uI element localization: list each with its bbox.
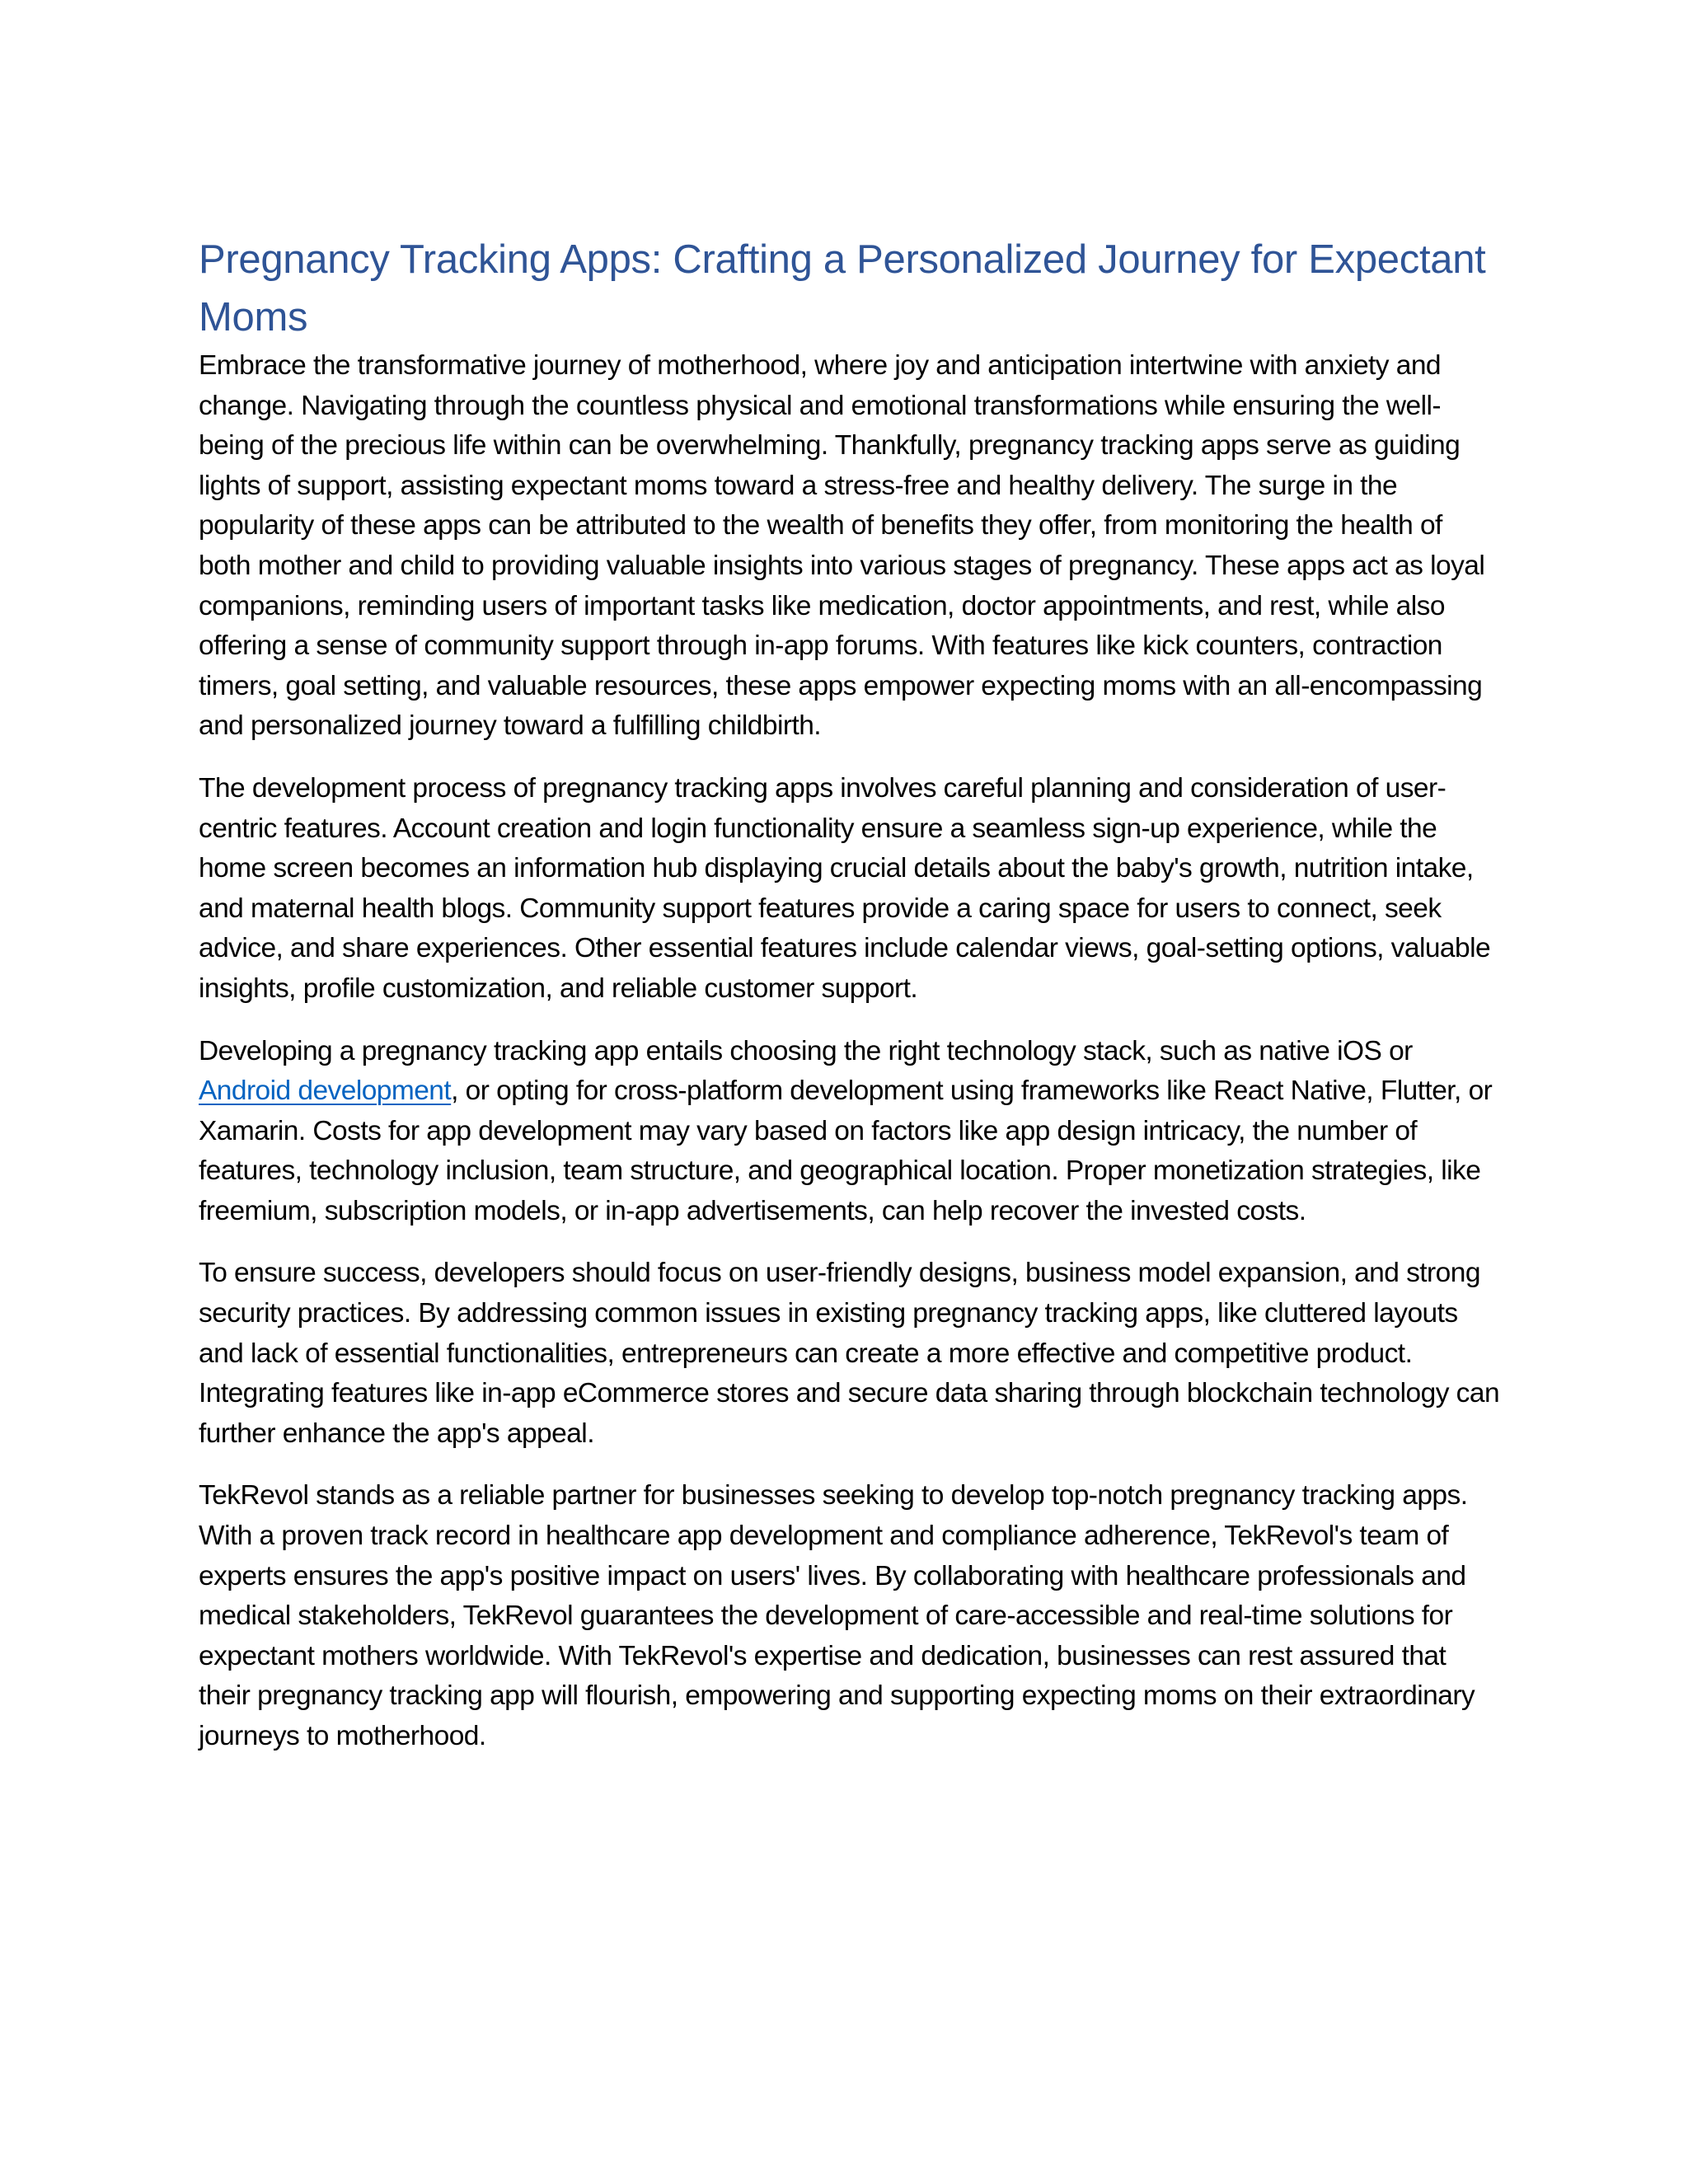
- paragraph-tekrevol: TekRevol stands as a reliable partner for businesses seeking to develop top-notch pregnancy tracking apps. With a proven track record in healthcare app development and compliance adherence, TekRevol's team of experts ensures the app's positive impact on users' lives. By collaborating with healthcare professionals and medical stakeholders, TekRevol guarantees the development of care-accessible and real-time solutions for expectant mothers worldwide. With TekRevol's expertise and dedication, businesses can rest assured that their pregnancy tracking app will flourish, empowering and supporting expecting moms on their extraordinary journeys to motherhood.: [199, 1480, 1475, 1751]
- android-development-link[interactable]: Android development: [199, 1076, 452, 1107]
- paragraph-intro: Embrace the transformative journey of motherhood, where joy and anticipation intertwine with anxiety and change. Navigating through the countless physical and emotional transformations while ensuring the well-being of the precious life within can be overwhelming. Thankfully, pregnancy tracking apps serve as guiding lights of support, assisting expectant moms toward a stress-free and healthy delivery. The surge in the popularity of these apps can be attributed to the wealth of benefits they offer, from monitoring the health of both mother and child to providing valuable insights into various stages of pregnancy. These apps act as loyal companions, reminding users of important tasks like medication, doctor appointments, and rest, while also offering a sense of community support through in-app forums. With features like kick counters, contraction timers, goal setting, and valuable resources, these apps empower expecting moms with an all-encompassing and personalized journey toward a fulfilling childbirth.: [199, 350, 1485, 742]
- paragraph-success-tips: To ensure success, developers should focus on user-friendly designs, business model expansion, and strong security practices. By addressing common issues in existing pregnancy tracking apps, like cluttered layouts and lack of essential functionalities, entrepreneurs can create a more effective and competitive product. Integrating features like in-app eCommerce stores and secure data sharing through blockchain technology can further enhance the app's appeal.: [199, 1258, 1500, 1449]
- article: [199, 231, 1501, 1779]
- page-title: Pregnancy Tracking Apps: Crafting a Personalized Journey for Expectant Moms: [199, 237, 1486, 340]
- paragraph-text-before-link: Developing a pregnancy tracking app entails choosing the right technology stack, such as native iOS or: [199, 1035, 1413, 1066]
- paragraph-technology-stack: [199, 1032, 1501, 1232]
- paragraph-text-after-link: , or opting for cross-platform development using frameworks like React Native, Flutter, or Xamarin. Costs for app development may vary based on factors like app design intricacy, the number of features, technology inclusion, team structure, and geographical location. Proper monetization strategies, like freemium, subscription models, or in-app advertisements, can help recover the invested costs.: [199, 1076, 1493, 1226]
- paragraph-development-process: The development process of pregnancy tracking apps involves careful planning and consideration of user-centric features. Account creation and login functionality ensure a seamless sign-up experience, while the home screen becomes an information hub displaying crucial details about the baby's growth, nutrition intake, and maternal health blogs. Community support features provide a caring space for users to connect, seek advice, and share experiences. Other essential features include calendar views, goal-setting options, valuable insights, profile customization, and reliable customer support.: [199, 772, 1491, 1004]
